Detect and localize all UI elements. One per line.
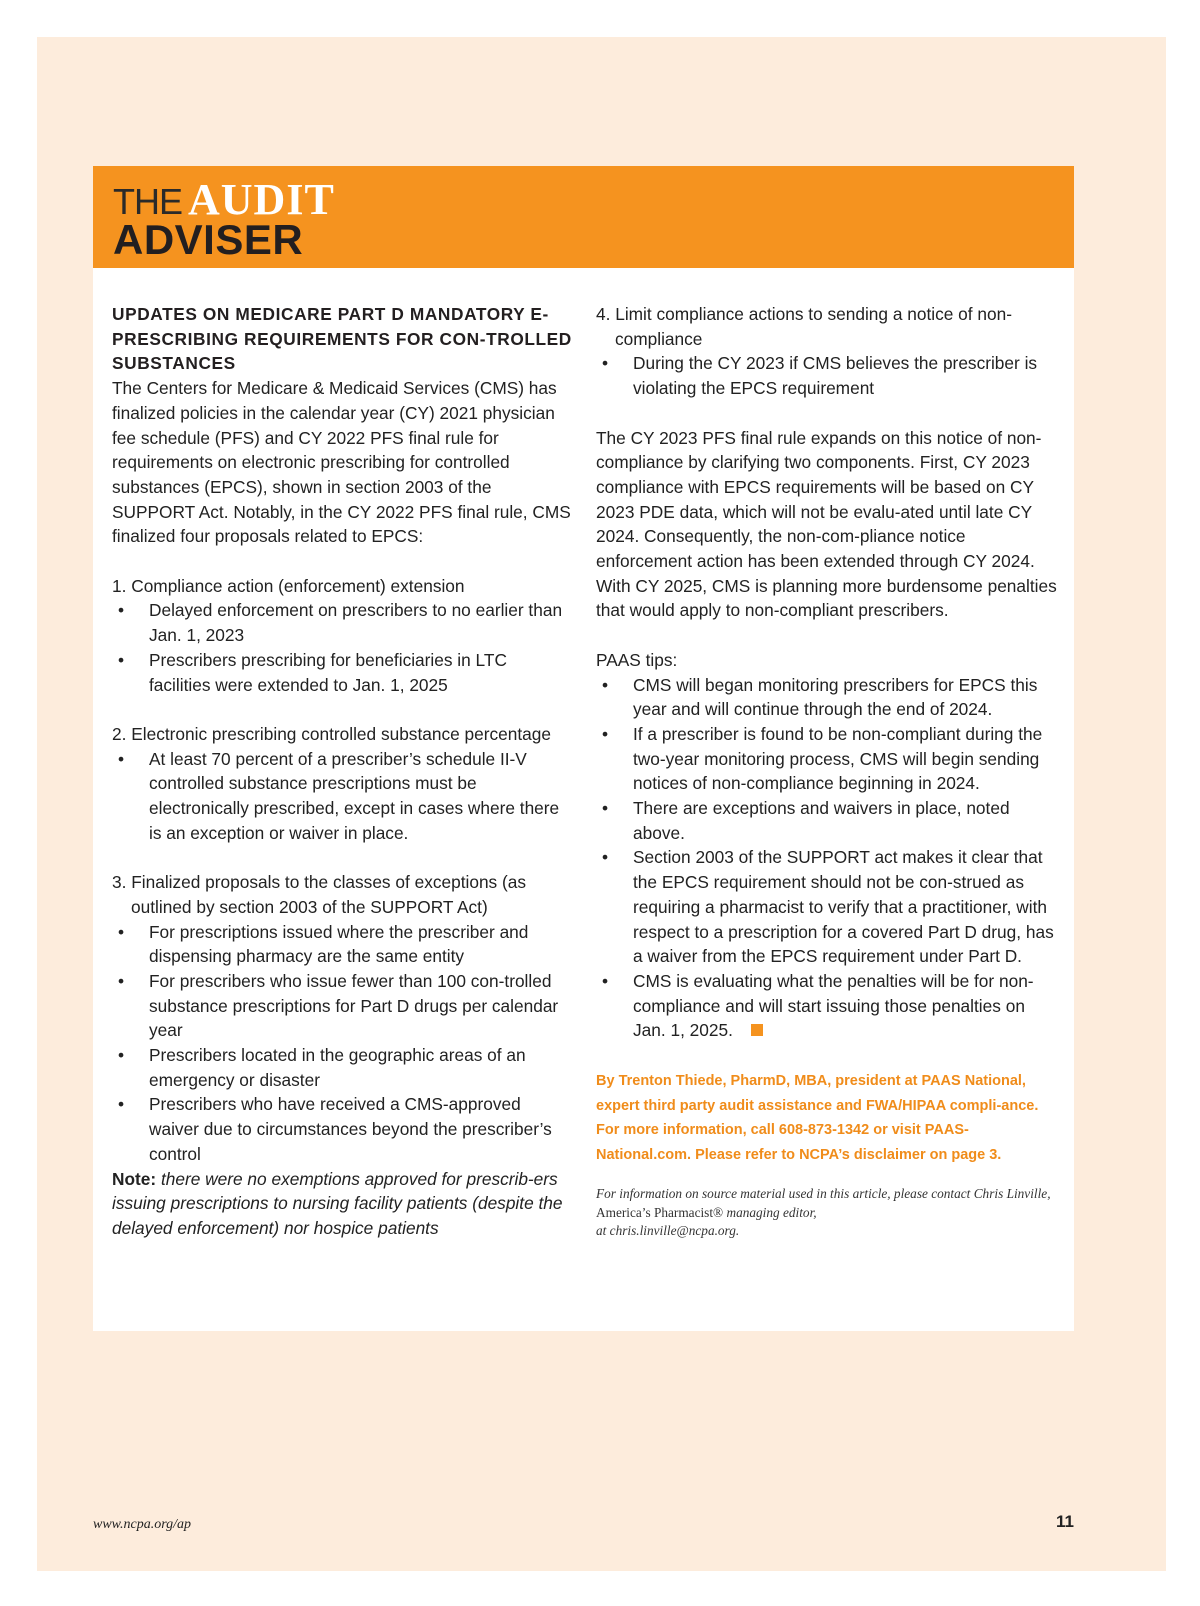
banner-the: THE	[113, 181, 182, 222]
list-item: • During the CY 2023 if CMS believes the prescriber is violating the EPCS requirement	[596, 351, 1058, 400]
list-item: • Delayed enforcement on prescribers to no earlier than Jan. 1, 2023	[112, 598, 572, 647]
numbered-item-4: 4. Limit compliance actions to sending a notice of non-compliance	[596, 304, 1012, 349]
source-note-text: For information on source material used in this article, please contact Chris Linville,	[596, 1186, 1051, 1202]
item4-bullet-list	[596, 351, 1058, 400]
source-note-email: at chris.linville@ncpa.org.	[596, 1223, 740, 1239]
tips-label: PAAS tips:	[596, 649, 678, 670]
section-banner	[93, 166, 1074, 268]
list-item: • At least 70 percent of a prescriber’s schedule II-V controlled substance prescriptions must be electronically prescribed, except in cases where there is an exception or waiver in place.	[112, 747, 572, 846]
item3-bullet-list	[112, 920, 572, 1167]
list-item: • Section 2003 of the SUPPORT act makes it clear that the EPCS requirement should not be con-strued as requiring a pharmacist to verify that a practitioner, with respect to a prescription for a covered Part D drug, has a waiver from the EPCS requirement under Part D.	[596, 845, 1058, 969]
list-item: • For prescriptions issued where the prescriber and dispensing pharmacy are the same entity	[112, 920, 572, 969]
list-item: • If a prescriber is found to be non-compliant during the two-year monitoring process, CMS will begin sending notices of non-compliance beginning in 2024.	[596, 722, 1058, 796]
intro-paragraph: The Centers for Medicare & Medicaid Services (CMS) has finalized policies in the calendar year (CY) 2021 physician fee schedule (PFS) and CY 2022 PFS final rule for requirements on electronic prescribing for controlled substances (EPCS), shown in section 2003 of the SUPPORT Act. Notably, in the CY 2022 PFS final rule, CMS finalized four proposals related to EPCS:	[112, 378, 571, 547]
item2-bullet-list	[112, 747, 572, 846]
source-note	[596, 1185, 1058, 1241]
note-label: Note:	[112, 1168, 157, 1189]
item1-bullet-list	[112, 598, 572, 697]
list-item: • Prescribers located in the geographic areas of an emergency or disaster	[112, 1043, 572, 1092]
publication-name: America’s Pharmacist®	[596, 1204, 724, 1220]
last-tip-text: CMS is evaluating what the penalties will be for non-compliance and will start issuing those penalties on Jan. 1, 2025.	[633, 970, 1034, 1041]
footer-url: www.ncpa.org/ap	[93, 1517, 192, 1532]
source-note-role: managing editor,	[726, 1204, 817, 1220]
numbered-item-2: 2. Electronic prescribing controlled substance percentage	[112, 723, 552, 744]
body-paragraph: The CY 2023 PFS final rule expands on this notice of non-compliance by clarifying two components. First, CY 2023 compliance with EPCS requirements will be based on CY 2023 PDE data, which will not be evalu-ated until late CY 2024. Consequently, the non-com-pliance notice enforcement action has been extended through CY 2024. With CY 2025, CMS is planning more burdensome penalties that would apply to non-compliant prescribers.	[596, 427, 1057, 621]
tips-bullet-list	[596, 673, 1058, 1044]
note-paragraph	[112, 1167, 572, 1241]
author-byline: By Trenton Thiede, PharmD, MBA, president at PAAS National, expert third party audit assistance and FWA/HIPAA compli-ance. For more information, call 608-873-1342 or visit PAAS-National.com. Please refer to NCPA’s disclaimer on page 3.	[596, 1073, 1039, 1163]
article-heading: UPDATES ON MEDICARE PART D MANDATORY E-PRESCRIBING REQUIREMENTS FOR CON-TROLLED SUBSTANCES	[112, 304, 572, 374]
numbered-item-1: 1. Compliance action (enforcement) extension	[112, 575, 465, 596]
list-item: • For prescribers who issue fewer than 100 con-trolled substance prescriptions for Part D drugs per calendar year	[112, 969, 572, 1043]
list-item	[596, 969, 1058, 1043]
banner-audit: AUDIT	[188, 175, 335, 224]
left-column	[112, 302, 572, 1241]
list-item: • Prescribers who have received a CMS-approved waiver due to circumstances beyond the prescriber’s control	[112, 1092, 572, 1166]
page-number: 11	[1056, 1512, 1074, 1531]
right-column	[596, 302, 1058, 1241]
end-of-article-square-icon	[751, 1024, 763, 1036]
list-item: • There are exceptions and waivers in place, noted above.	[596, 796, 1058, 845]
banner-adviser: ADVISER	[113, 216, 304, 263]
list-item: • Prescribers prescribing for beneficiaries in LTC facilities were extended to Jan. 1, 2025	[112, 648, 572, 697]
list-item: • CMS will began monitoring prescribers for EPCS this year and will continue through the end of 2024.	[596, 673, 1058, 722]
numbered-item-3: 3. Finalized proposals to the classes of exceptions (as outlined by section 2003 of the SUPPORT Act)	[112, 872, 527, 917]
note-text: there were no exemptions approved for prescrib-ers issuing prescriptions to nursing facility patients (despite the delayed enforcement) nor hospice patients	[112, 1168, 563, 1238]
